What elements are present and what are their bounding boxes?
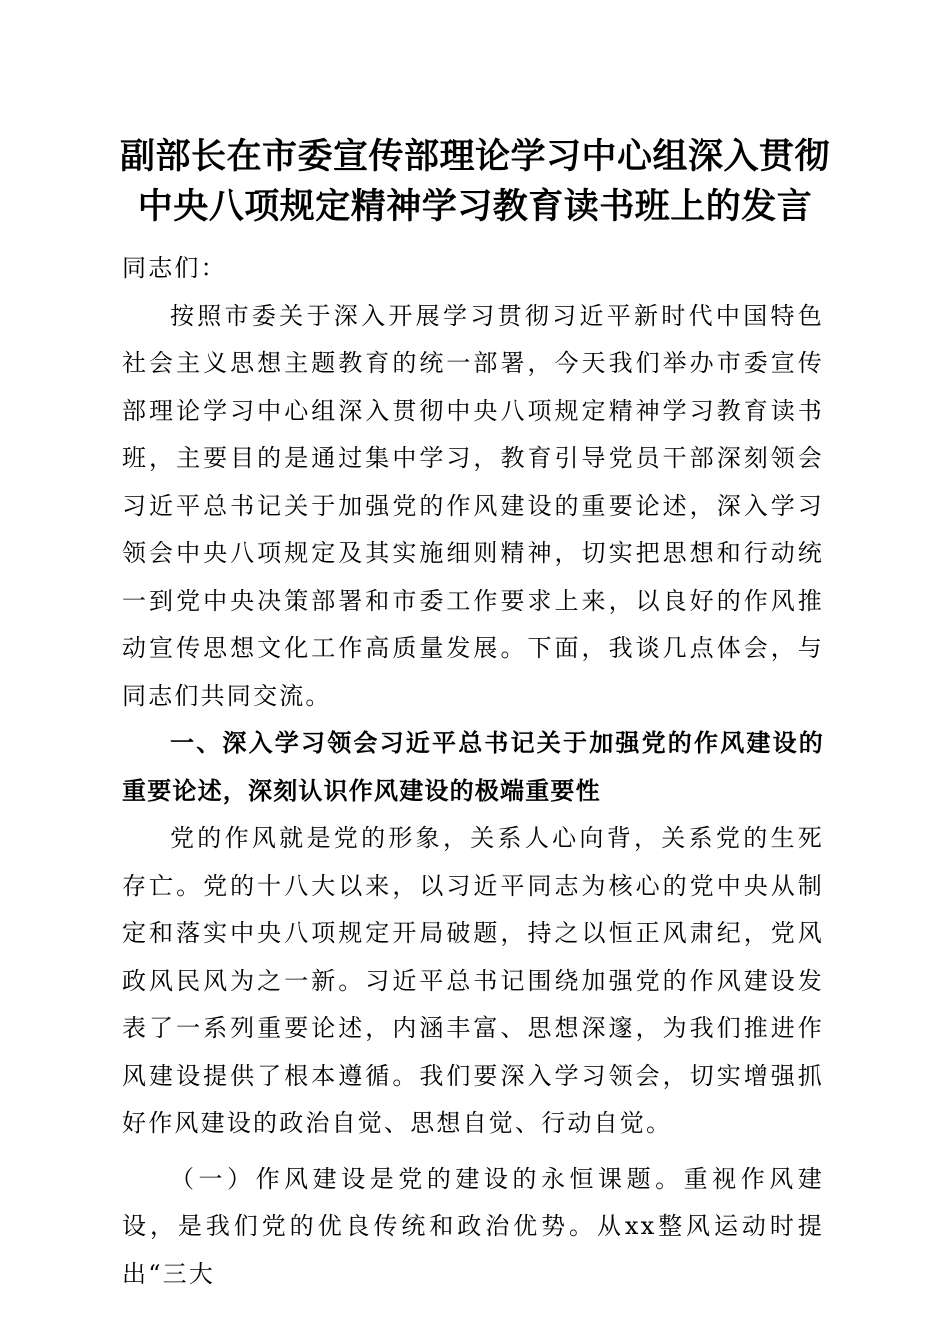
section-heading-1: 一、深入学习领会习近平总书记关于加强党的作风建设的重要论述，深刻认识作风建设的极端重要性 — [122, 729, 824, 805]
title-line-2: 中央八项规定精神学习教育读书班上的发言 — [137, 186, 813, 227]
paragraph-section-1: 党的作风就是党的形象，关系人心向背，关系党的生死存亡。党的十八大以来，以习近平同志为核心的党中央从制定和落实中央八项规定开局破题，持之以恒正风肃纪，党风政风民风为之一新。习近平总书记围绕加强党的作风建设发表了一系列重要论述，内涵丰富、思想深邃，为我们推进作风建设提供了根本遵循。我们要深入学习领会，切实增强抓好作风建设的政治自觉、思想自觉、行动自觉。 — [122, 824, 824, 1137]
paragraph-subsection-1: （一）作风建设是党的建设的永恒课题。重视作风建设，是我们党的优良传统和政治优势。从xx整风运动时提出“三大 — [122, 1164, 824, 1288]
document-body — [122, 245, 824, 1298]
title-line-1: 副部长在市委宣传部理论学习中心组深入贯彻 — [119, 136, 830, 177]
salutation: 同志们： — [122, 254, 227, 282]
paragraph-intro: 按照市委关于深入开展学习贯彻习近平新时代中国特色社会主义思想主题教育的统一部署，今天我们举办市委宣传部理论学习中心组深入贯彻中央八项规定精神学习教育读书班，主要目的是通过集中学习，教育引导党员干部深刻领会习近平总书记关于加强党的作风建设的重要论述，深入学习领会中央八项规定及其实施细则精神，切实把思想和行动统一到党中央决策部署和市委工作要求上来，以良好的作风推动宣传思想文化工作高质量发展。下面，我谈几点体会，与同志们共同交流。 — [122, 301, 824, 710]
document-title — [110, 132, 840, 232]
